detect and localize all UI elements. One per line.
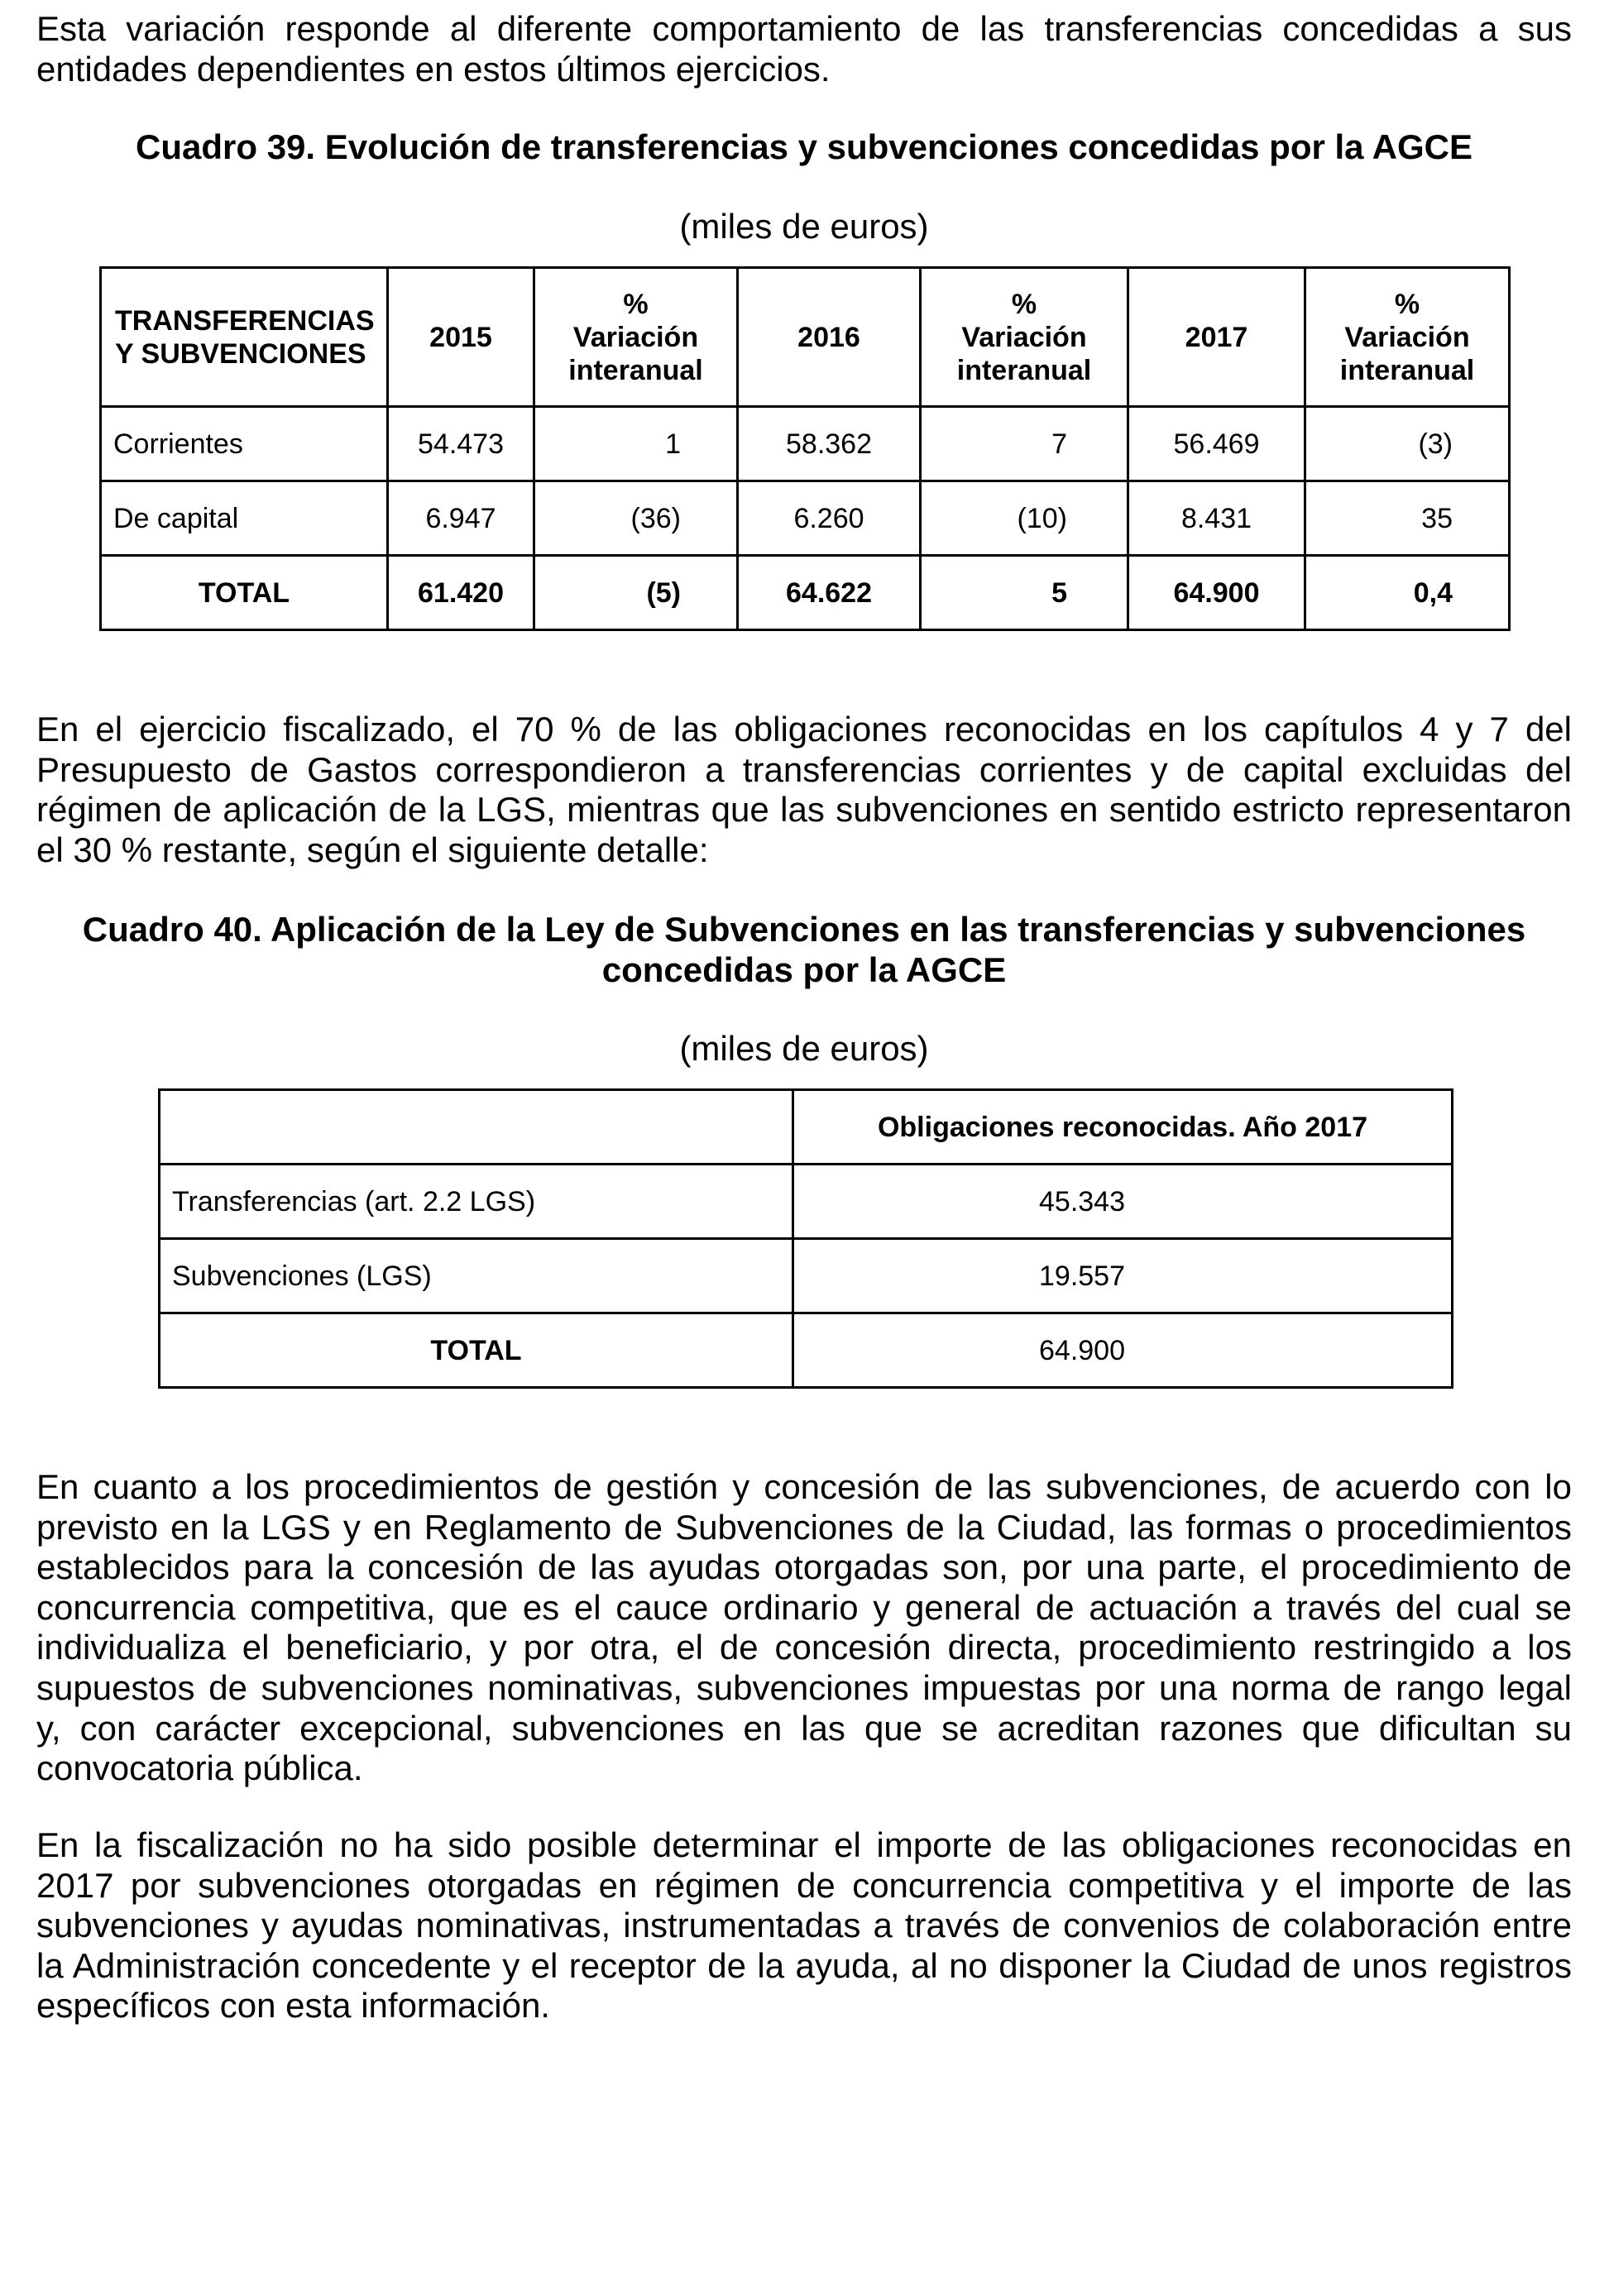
variation-2017: (3)	[1305, 407, 1510, 481]
header-line: Y SUBVENCIONES	[115, 337, 366, 370]
row-value: 19.557	[793, 1239, 1453, 1313]
value-2016: 58.362	[738, 407, 921, 481]
variation-2017: 0,4	[1305, 556, 1510, 630]
header-line: interanual	[956, 354, 1092, 386]
variation-2017: 35	[1305, 481, 1510, 556]
variation-2015: (5)	[534, 556, 738, 630]
header-cell-2016	[738, 268, 921, 407]
row-label: De capital	[101, 481, 388, 556]
variation-2016: (10)	[921, 481, 1128, 556]
value-2016: 6.260	[738, 481, 921, 556]
header-cell-concept	[101, 268, 388, 407]
header-line: %	[1011, 288, 1037, 320]
paragraph-line: Presupuesto de Gastos correspondieron a transferencias corrientes y de capital excluidas del	[36, 749, 1572, 789]
header-line: Variación	[572, 321, 699, 353]
paragraph-obligations	[36, 710, 1572, 870]
table-header-row	[101, 268, 1510, 407]
value-2017: 56.469	[1128, 407, 1305, 481]
variation-2016: 7	[921, 407, 1128, 481]
paragraph-line: En cuanto a los procedimientos de gestión y concesión de las subvenciones, de acuerdo con lo	[36, 1467, 1572, 1506]
table-39-units: (miles de euros)	[679, 207, 929, 246]
paragraph-intro	[36, 9, 1572, 89]
table-39-caption: Cuadro 39. Evolución de transferencias y subvenciones concedidas por la AGCE	[136, 127, 1473, 166]
paragraph-line: individualiza el beneficiario, y por otra, el de concesión directa, procedimiento restringido a los	[36, 1628, 1572, 1667]
paragraph-line: 2017 por subvenciones otorgadas en régimen de concurrencia competitiva y el importe de las	[36, 1865, 1572, 1905]
row-label-total: TOTAL	[101, 556, 388, 630]
table-cuadro-39	[99, 266, 1511, 631]
value-2016: 64.622	[738, 556, 921, 630]
variation-2015: 1	[534, 407, 738, 481]
header-line: 2015	[429, 321, 492, 353]
paragraph-line: establecidos para la concesión de las ayudas otorgadas son, por una parte, el procedimiento de	[36, 1547, 1572, 1587]
variation-2015: (36)	[534, 481, 738, 556]
value-2015: 54.473	[388, 407, 534, 481]
paragraph-line: En el ejercicio fiscalizado, el 70 % de las obligaciones reconocidas en los capítulos 4 y 7 del	[36, 710, 1572, 749]
row-label: Subvenciones (LGS)	[160, 1239, 793, 1313]
header-cell-obligations: Obligaciones reconocidas. Año 2017	[793, 1090, 1453, 1165]
paragraph-line: supuestos de subvenciones nominativas, subvenciones impuestas por una norma de rango legal	[36, 1667, 1572, 1707]
value-2015: 61.420	[388, 556, 534, 630]
header-cell-variation-2017	[1305, 268, 1510, 407]
header-line: interanual	[1339, 354, 1475, 386]
value-2017: 8.431	[1128, 481, 1305, 556]
header-line: TRANSFERENCIAS	[115, 304, 375, 337]
table-40-caption: Cuadro 40. Aplicación de la Ley de Subvenciones en las transferencias y subvenciones concedidas por la AGCE	[82, 910, 1526, 989]
paragraph-line: previsto en la LGS y en Reglamento de Subvenciones de la Ciudad, las formas o procedimientos	[36, 1507, 1572, 1547]
header-line: 2017	[1185, 321, 1248, 353]
table-total-row	[101, 556, 1510, 630]
header-line: Variación	[1344, 321, 1470, 353]
header-line: %	[623, 288, 649, 320]
header-cell-2017	[1128, 268, 1305, 407]
paragraph-line: En la fiscalización no ha sido posible determinar el importe de las obligaciones reconocidas en	[36, 1825, 1572, 1864]
table-total-row	[160, 1313, 1453, 1388]
paragraph-line: régimen de aplicación de la LGS, mientras que las subvenciones en sentido estricto representaron	[36, 790, 1572, 830]
row-label-total: TOTAL	[160, 1313, 793, 1388]
header-line: Variación	[961, 321, 1087, 353]
paragraph-line: específicos con esta información.	[36, 1986, 550, 2026]
paragraph-line: Esta variación responde al diferente comportamiento de las transferencias concedidas a sus	[36, 9, 1572, 48]
paragraph-line: concurrencia competitiva, que es el cauce ordinario y general de actuación a través del cual se	[36, 1587, 1572, 1627]
header-line: 2016	[797, 321, 860, 353]
row-label: Corrientes	[101, 407, 388, 481]
paragraph-line: el 30 % restante, según el siguiente detalle:	[36, 830, 709, 869]
value-2015: 6.947	[388, 481, 534, 556]
variation-2016: 5	[921, 556, 1128, 630]
table-40-units: (miles de euros)	[679, 1029, 929, 1068]
header-cell-2015	[388, 268, 534, 407]
row-value: 64.900	[793, 1313, 1453, 1388]
paragraph-limitation	[36, 1825, 1572, 2026]
paragraph-line: la Administración concedente y el receptor de la ayuda, al no disponer la Ciudad de unos registros	[36, 1945, 1572, 1985]
paragraph-line: convocatoria pública.	[36, 1748, 363, 1788]
paragraph-line: subvenciones y ayudas nominativas, instrumentadas a través de convenios de colaboración entre	[36, 1906, 1572, 1945]
header-line: %	[1394, 288, 1420, 320]
table-row	[160, 1239, 1453, 1313]
header-line: interanual	[568, 354, 703, 386]
row-label: Transferencias (art. 2.2 LGS)	[160, 1165, 793, 1239]
table-row	[160, 1165, 1453, 1239]
table-cuadro-40	[158, 1088, 1453, 1389]
paragraph-line: y, con carácter excepcional, subvenciones en las que se acreditan razones que dificultan su	[36, 1708, 1572, 1748]
table-row	[101, 481, 1510, 556]
table-row	[101, 407, 1510, 481]
value-2017: 64.900	[1128, 556, 1305, 630]
row-value: 45.343	[793, 1165, 1453, 1239]
paragraph-procedures	[36, 1467, 1572, 1789]
paragraph-line: entidades dependientes en estos últimos ejercicios.	[36, 49, 831, 88]
empty-header-cell	[160, 1090, 793, 1165]
header-cell-variation-2016	[921, 268, 1128, 407]
header-cell-variation-2015	[534, 268, 738, 407]
table-header-row	[160, 1090, 1453, 1165]
